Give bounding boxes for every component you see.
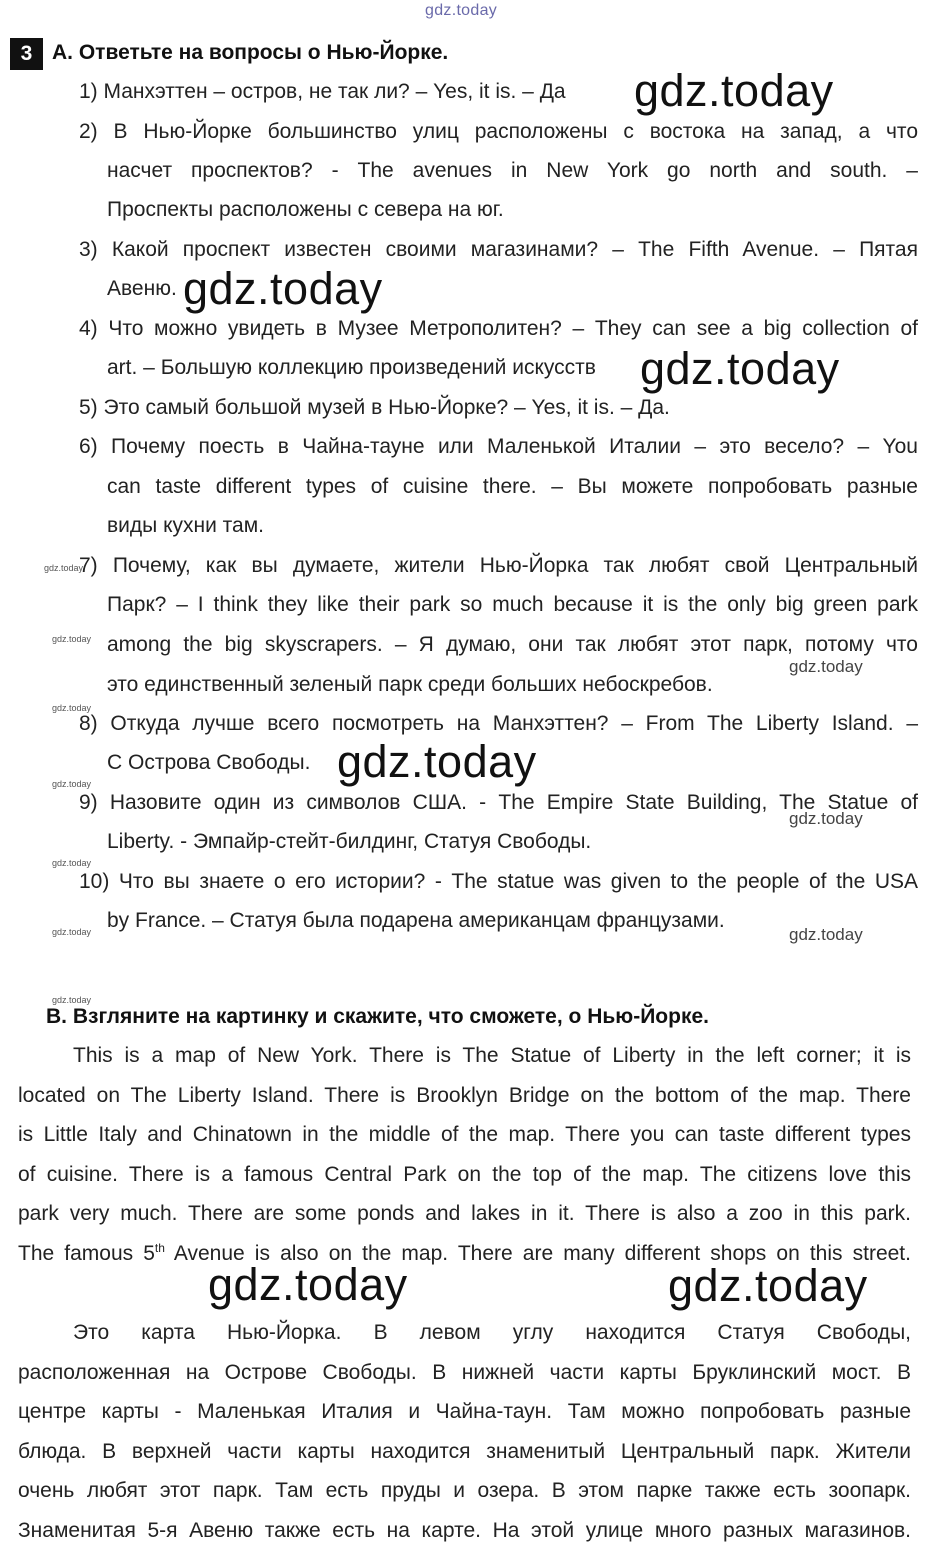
watermark: gdz.today [44, 563, 84, 573]
answer-line: Liberty. - Эмпайр-стейт-билдинг, Статуя Свободы. [107, 830, 592, 853]
answer-line: Авеню. [107, 277, 177, 300]
watermark: gdz.today [208, 1259, 408, 1310]
answer-line: 5) Это самый большой музей в Нью-Йорке? – Yes, it is. – Да. [79, 396, 670, 419]
answer-line: 2) В Нью-Йорке большинство улиц расположены с востока на запад, а что [79, 120, 918, 143]
english-paragraph-line: This is a map of New York. There is The Statue of Liberty in the left corner; it is [73, 1044, 911, 1067]
answer-line: among the big skyscrapers. – Я думаю, они так любят этот парк, потому что [107, 633, 918, 656]
russian-paragraph-line: центре карты - Маленькая Италия и Чайна-таун. Там можно попробовать разные [18, 1400, 911, 1423]
russian-paragraph-line: блюда. В верхней части карты находится знаменитый Центральный парк. Жители [18, 1440, 911, 1463]
answer-line: 3) Какой проспект известен своими магазинами? – The Fifth Avenue. – Пятая [79, 238, 918, 261]
answer-line: виды кухни там. [107, 514, 264, 537]
watermark: gdz.today [52, 927, 92, 937]
english-paragraph-last-line: The famous 5th Avenue is also on the map. There are many different shops on this street. [18, 1241, 911, 1265]
watermark: gdz.today [52, 858, 92, 868]
answer-line: 10) Что вы знаете о его истории? - The statue was given to the people of the USA [79, 870, 918, 893]
answer-line: 9) Назовите один из символов США. - The Empire State Building, The Statue of [79, 791, 918, 814]
answer-line: by France. – Статуя была подарена американцам французами. [107, 909, 725, 932]
task-number-badge: 3 [10, 38, 43, 70]
answer-line: 6) Почему поесть в Чайна-тауне или Маленькой Италии – это весело? – You [79, 435, 918, 458]
answer-line: это единственный зеленый парк среди больших небоскребов. [107, 673, 713, 696]
watermark: gdz.today [789, 925, 863, 944]
russian-paragraph-line: Знаменитая 5-я Авеню также есть на карте. На этой улице много разных магазинов. [18, 1519, 911, 1542]
watermark: gdz.today [668, 1260, 868, 1311]
english-paragraph-line: of cuisine. There is a famous Central Park on the top of the map. The citizens love this [18, 1163, 911, 1186]
answer-line: can taste different types of cuisine there. – Вы можете попробовать разные [107, 475, 918, 498]
answer-line: Парк? – I think they like their park so much because it is the only big green park [107, 593, 918, 616]
answer-line: насчет проспектов? - The avenues in New York go north and south. – [107, 159, 918, 182]
watermark: gdz.today [789, 657, 863, 676]
russian-paragraph-line: расположенная на Острове Свободы. В нижней части карты Бруклинский мост. В [18, 1361, 911, 1384]
answer-line: Проспекты расположены с севера на юг. [107, 198, 504, 221]
russian-paragraph-line: Это карта Нью-Йорка. В левом углу находится Статуя Свободы, [73, 1321, 911, 1344]
watermark: gdz.today [789, 809, 863, 828]
answer-line: 4) Что можно увидеть в Музее Метрополитен? – They can see a big collection of [79, 317, 918, 340]
watermark: gdz.today [52, 779, 92, 789]
english-paragraph-line: park very much. There are some ponds and lakes in it. There is also a zoo in this park. [18, 1202, 911, 1225]
answer-line: 1) Манхэттен – остров, не так ли? – Yes, it is. – Да [79, 80, 566, 103]
watermark: gdz.today [640, 343, 840, 394]
answer-line: art. – Большую коллекцию произведений искусств [107, 356, 596, 379]
section-a-title: А. Ответьте на вопросы о Нью-Йорке. [52, 41, 449, 64]
answer-line: 8) Откуда лучше всего посмотреть на Манхэттен? – From The Liberty Island. – [79, 712, 918, 735]
watermark: gdz.today [52, 634, 92, 644]
russian-paragraph-line: очень любят этот парк. Там есть пруды и озера. В этом парке также есть зоопарк. [18, 1479, 911, 1502]
section-b-title: В. Взгляните на картинку и скажите, что сможете, о Нью-Йорке. [46, 1005, 709, 1028]
watermark: gdz.today [337, 736, 537, 787]
english-paragraph-line: located on The Liberty Island. There is Brooklyn Bridge on the bottom of the map. There [18, 1084, 911, 1107]
watermark: gdz.today [52, 995, 92, 1005]
answer-line: С Острова Свободы. [107, 751, 311, 774]
ordinal-superscript: th [154, 1241, 165, 1255]
header-watermark: gdz.today [425, 2, 498, 19]
watermark: gdz.today [52, 703, 92, 713]
english-paragraph-line: is Little Italy and Chinatown in the middle of the map. There you can taste different types [18, 1123, 911, 1146]
watermark: gdz.today [183, 263, 383, 314]
watermark: gdz.today [634, 65, 834, 116]
answer-line: 7) Почему, как вы думаете, жители Нью-Йорка так любят свой Центральный [79, 554, 918, 577]
